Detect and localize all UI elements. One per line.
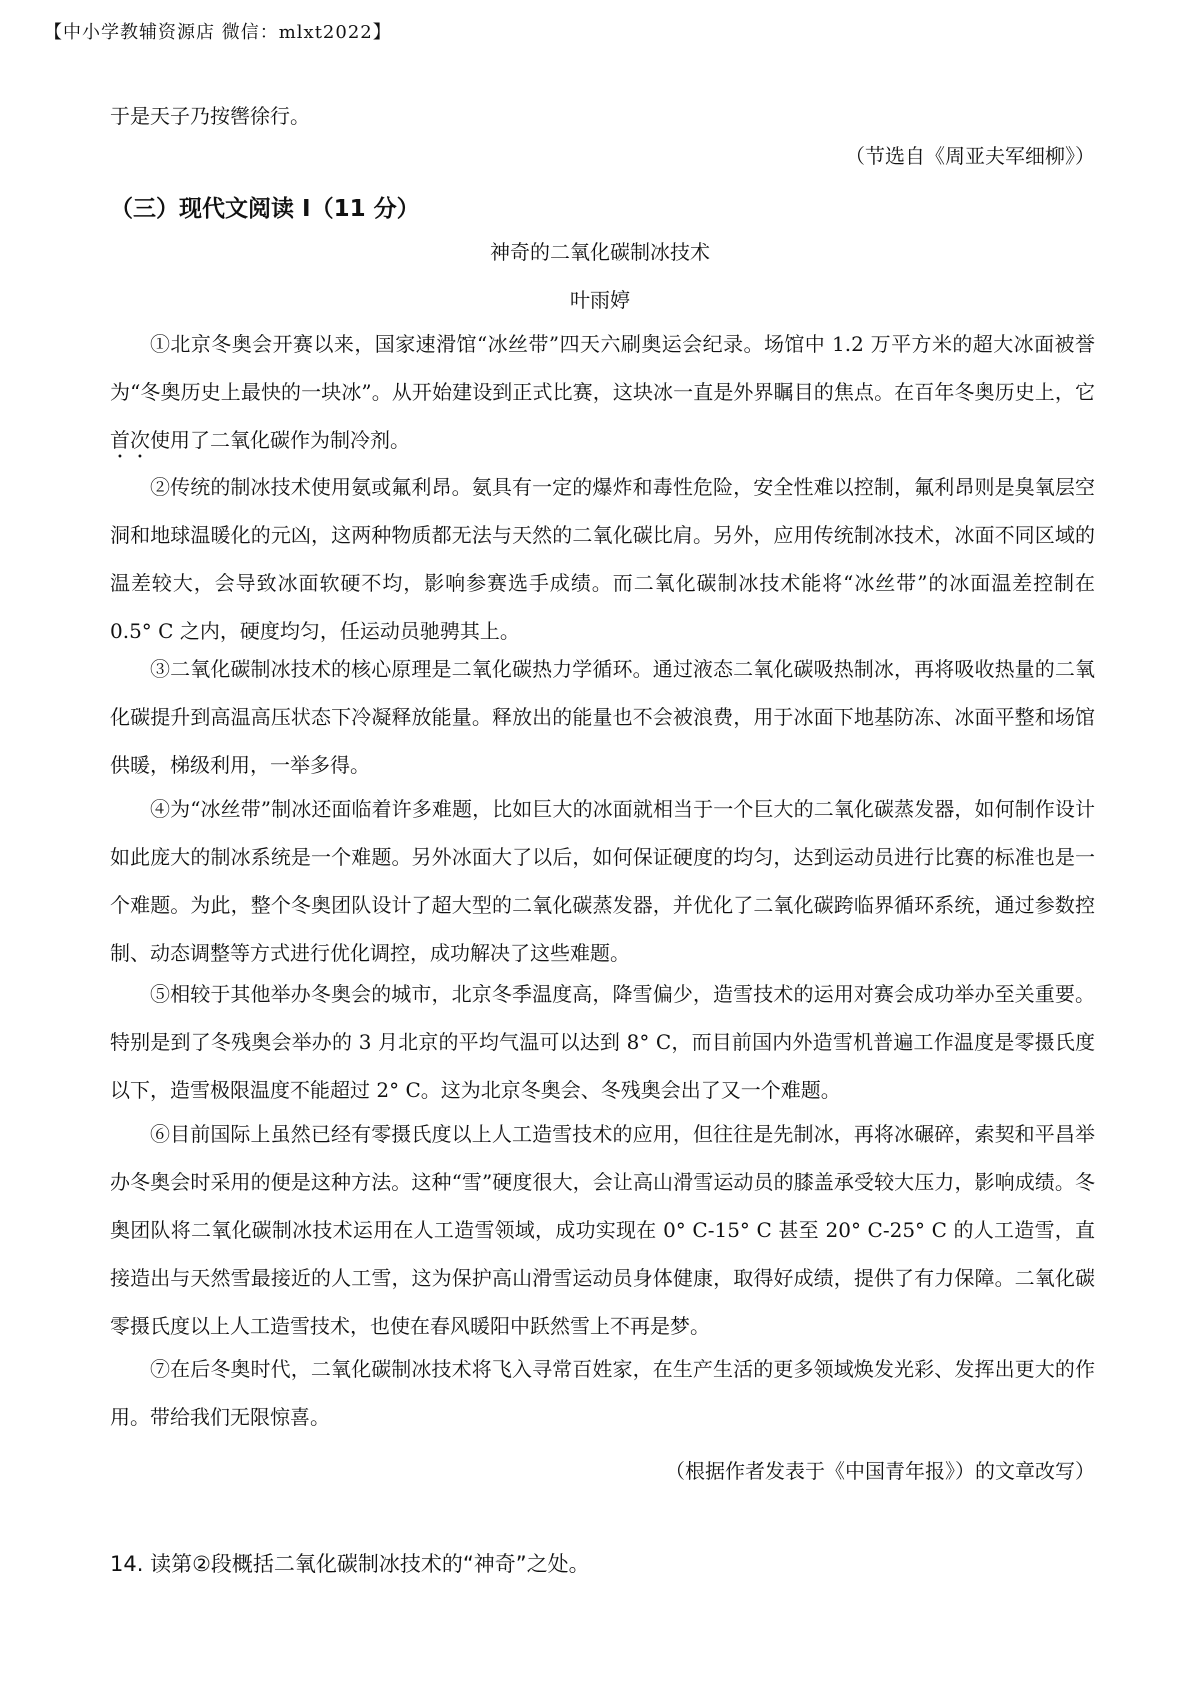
previous-text-line: 于是天子乃按辔徐行。 [110,104,310,128]
emphasis-dots-text: 首次 [110,428,150,452]
paragraph-4: ④为“冰丝带”制冰还面临着许多难题，比如巨大的冰面就相当于一个巨大的二氧化碳蒸发器，如何制作设计如此庞大的制冰系统是一个难题。另外冰面大了以后，如何保证硬度的均匀，达到运动员进行比赛的标准也是一个难题。为此，整个冬奥团队设计了超大型的二氧化碳蒸发器，并优化了二氧化碳跨临界循环系统，通过参数控制、动态调整等方式进行优化调控，成功解决了这些难题。 [110,797,1095,965]
paragraph-1 [110,320,1095,464]
previous-source: （节选自《周亚夫军细柳》） [845,144,1095,168]
paragraph-5: ⑤相较于其他举办冬奥会的城市，北京冬季温度高，降雪偏少，造雪技术的运用对赛会成功举办至关重要。特别是到了冬残奥会举办的 3 月北京的平均气温可以达到 8° C，而目前国内外造雪机普遍工作温度是零摄氏度以下，造雪极限温度不能超过 2° C。这为北京冬奥会、冬残奥会出了又一个难题。 [110,982,1095,1102]
paragraph-2: ②传统的制冰技术使用氨或氟利昂。氨具有一定的爆炸和毒性危险，安全性难以控制，氟利昂则是臭氧层空洞和地球温暖化的元凶，这两种物质都无法与天然的二氧化碳比肩。另外，应用传统制冰技术，冰面不同区域的温差较大，会导致冰面软硬不均，影响参赛选手成绩。而二氧化碳制冰技术能将“冰丝带”的冰面温差控制在 0.5° C 之内，硬度均匀，任运动员驰骋其上。 [110,475,1095,643]
page-header: 【中小学教辅资源店 微信：mlxt2022】 [44,22,392,43]
paragraph-1-text-a: ①北京冬奥会开赛以来，国家速滑馆“冰丝带”四天六刷奥运会纪录。场馆中 1.2 万平方米的超大冰面被誉为“冬奥历史上最快的一块冰”。从开始建设到正式比赛，这块冰一直是外界瞩目的焦点。在百年冬奥历史上，它 [110,332,1095,404]
article-source: （根据作者发表于《中国青年报》）的文章改写） [665,1459,1095,1483]
paragraph-1-text-b: 使用了二氧化碳作为制冷剂。 [150,428,410,452]
paragraph-3: ③二氧化碳制冰技术的核心原理是二氧化碳热力学循环。通过液态二氧化碳吸热制冰，再将吸收热量的二氧化碳提升到高温高压状态下冷凝释放能量。释放出的能量也不会被浪费，用于冰面下地基防冻、冰面平整和场馆供暖，梯级利用，一举多得。 [110,657,1095,777]
paragraph-7: ⑦在后冬奥时代，二氧化碳制冰技术将飞入寻常百姓家，在生产生活的更多领域焕发光彩、发挥出更大的作用。带给我们无限惊喜。 [110,1357,1095,1429]
section-title: （三）现代文阅读 I（11 分） [110,196,420,222]
question-14: 14. 读第②段概括二氧化碳制冰技术的“神奇”之处。 [110,1552,590,1576]
paragraph-6: ⑥目前国际上虽然已经有零摄氏度以上人工造雪技术的应用，但往往是先制冰，再将冰碾碎，索契和平昌举办冬奥会时采用的便是这种方法。这种“雪”硬度很大，会让高山滑雪运动员的膝盖承受较大压力，影响成绩。冬奥团队将二氧化碳制冰技术运用在人工造雪领域，成功实现在 0° C-15° C 甚至 20° C-25° C 的人工造雪，直接造出与天然雪最接近的人工雪，这为保护高山滑雪运动员身体健康，取得好成绩，提供了有力保障。二氧化碳零摄氏度以上人工造雪技术，也使在春风暖阳中跃然雪上不再是梦。 [110,1122,1095,1338]
article-title: 神奇的二氧化碳制冰技术 [490,240,710,264]
article-author: 叶雨婷 [570,288,630,312]
